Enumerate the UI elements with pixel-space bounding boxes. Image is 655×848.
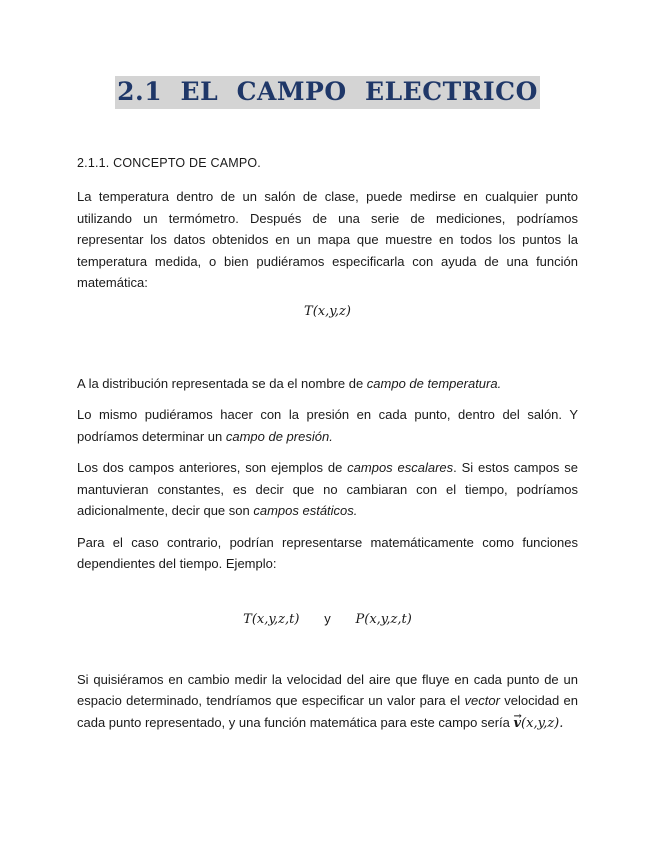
text: A la distribución representada se da el nombre de (77, 375, 367, 391)
emphasis-static-fields: campos estáticos. (253, 503, 358, 518)
text: Los dos campos anteriores, son ejemplos de (77, 460, 348, 475)
emphasis-vector: vector (464, 693, 500, 708)
paragraph-pressure (77, 404, 578, 447)
paragraph-velocity (77, 669, 578, 735)
title-container (0, 76, 655, 109)
text: Si quisiéramos en cambio medir la velocidad del aire que fluye en cada punto de un espacio determinado, tendríamos que especificar un valor para el (77, 671, 578, 708)
emphasis-temperature-field: campo de temperatura. (366, 375, 502, 391)
equation-time-dependent (77, 611, 578, 627)
paragraph-temperature-field (77, 373, 578, 395)
equation-temperature: T(x,y,z) (304, 303, 351, 319)
section-heading: 2.1.1. CONCEPTO DE CAMPO. (77, 156, 261, 170)
paragraph-time-dependent: Para el caso contrario, podrían representarse matemáticamente como funciones dependientes del tiempo. Ejemplo: (77, 534, 578, 571)
paragraph-scalar-fields (77, 457, 578, 522)
emphasis-pressure-field: campo de presión. (225, 428, 333, 444)
equation-temperature-time: T(x,y,z,t) (243, 611, 300, 627)
equation-pressure-time: P(x,y,z,t) (355, 611, 412, 627)
text: . Si estos campos se mantuvieran constantes, es decir que no cambiaran con el tiempo, podríamos adicionalmente, decir que son (77, 460, 578, 518)
text: velocidad en cada punto representado, y una función matemática para este campo sería (77, 693, 578, 730)
velocity-args: (x,y,z). (521, 715, 564, 731)
conjunction: y (324, 610, 331, 626)
document-body (77, 156, 578, 744)
page-title: 2.1 EL CAMPO ELECTRICO (115, 76, 540, 109)
velocity-vector-symbol: → v (513, 716, 521, 731)
text: Lo mismo pudiéramos hacer con la presión en cada punto, dentro del salón. Y podríamos determinar un (77, 407, 578, 444)
emphasis-scalar-fields: campos escalares (347, 460, 454, 475)
paragraph-temperature: La temperatura dentro de un salón de clase, puede medirse en cualquier punto utilizando un termómetro. Después de una serie de mediciones, podríamos representar los datos obtenidos en un mapa que muestre en todos los puntos la temperatura medida, o bien pudiéramos especificarla con ayuda de una función matemática: (77, 189, 578, 290)
